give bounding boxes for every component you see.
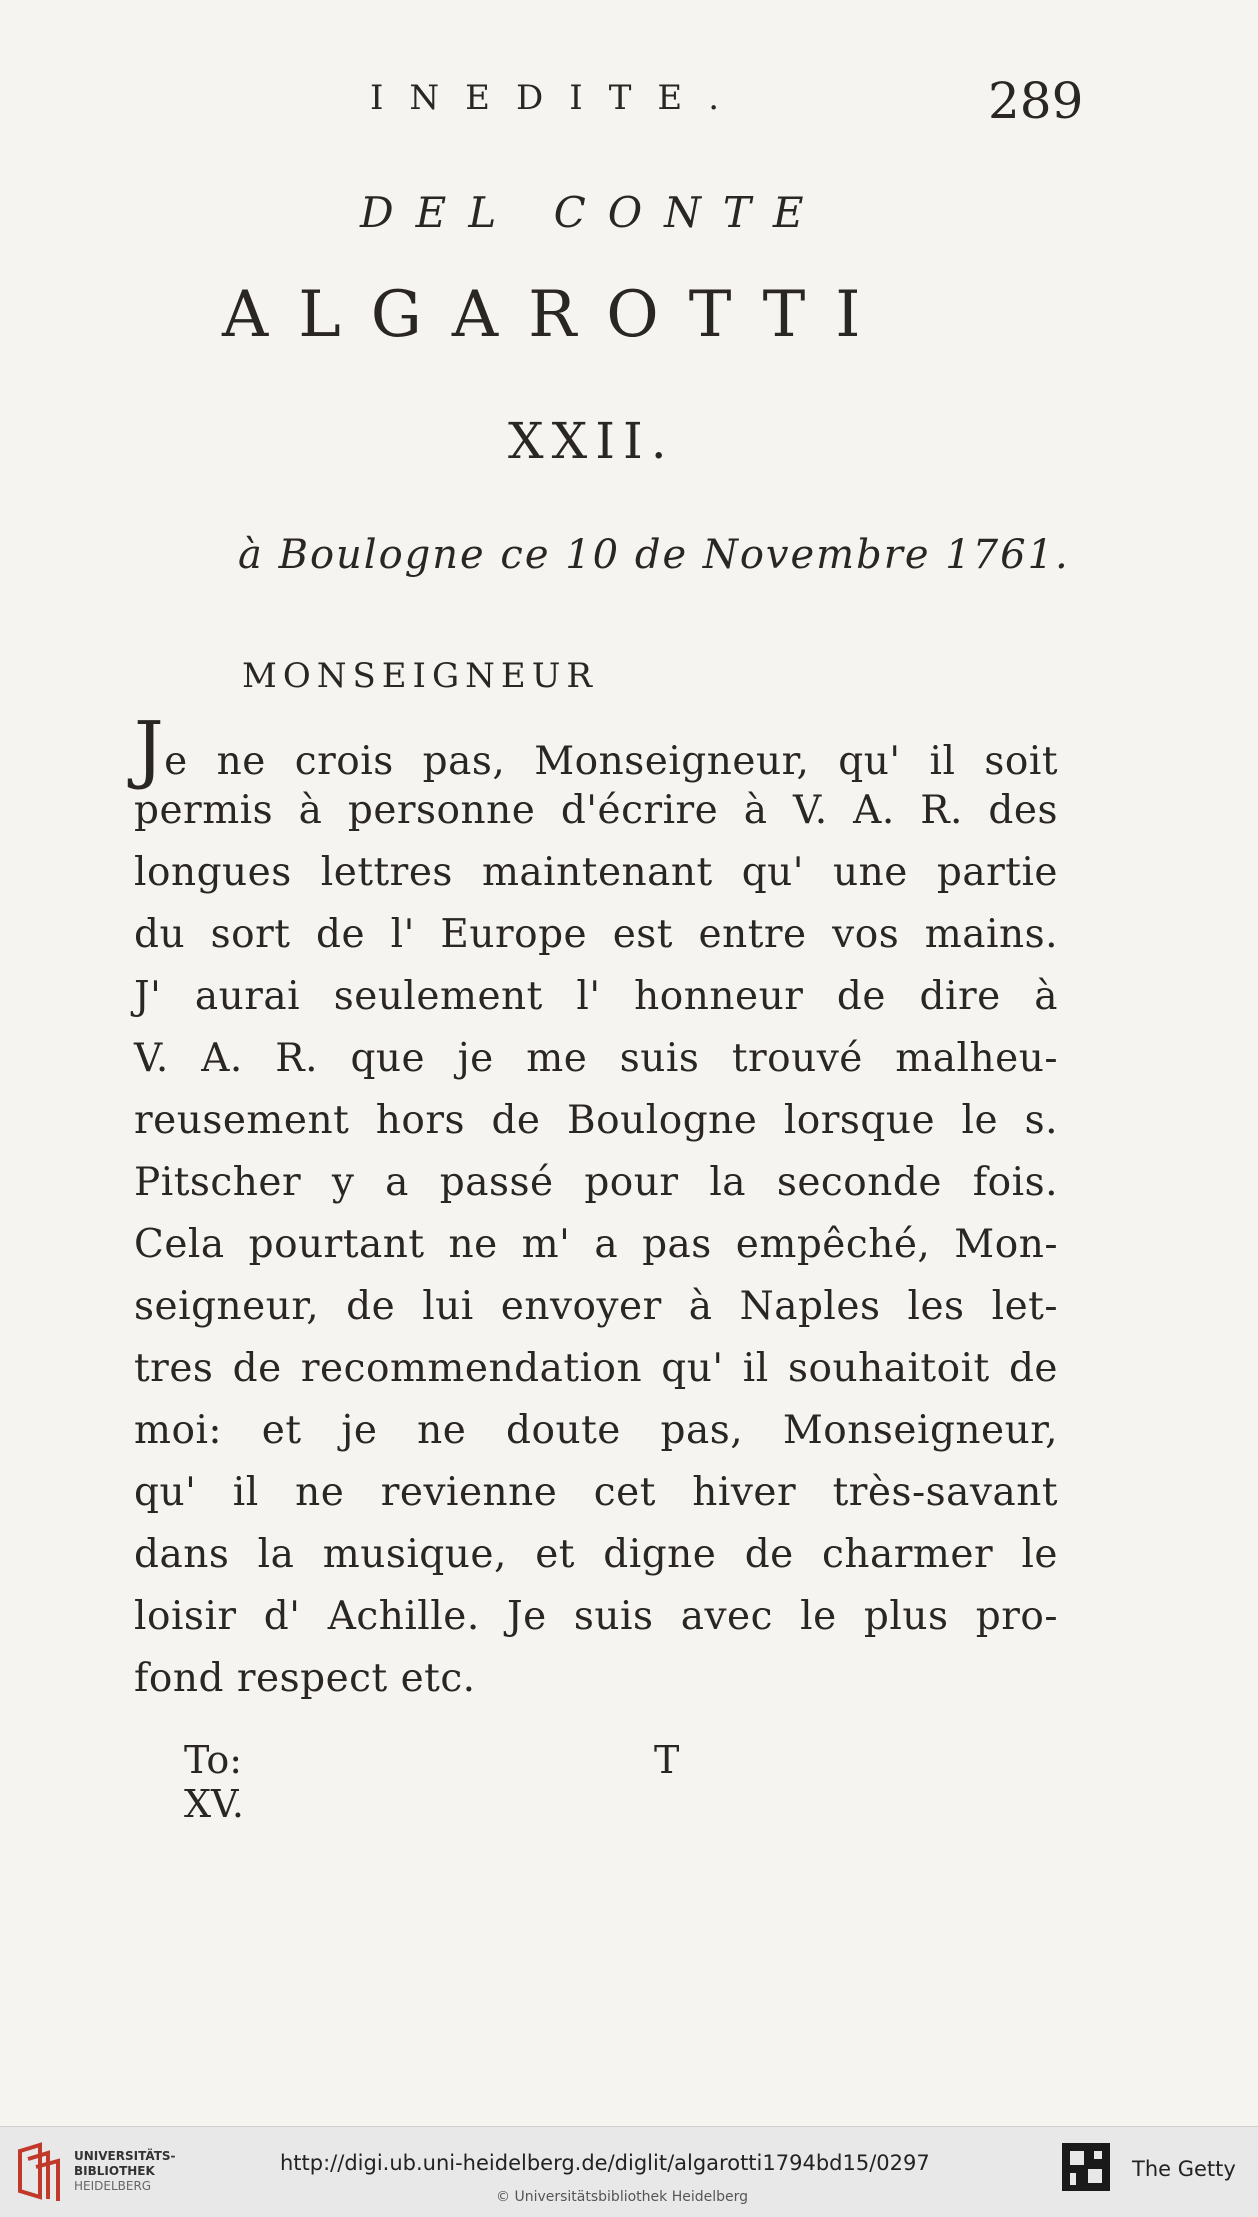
running-head: INEDITE.	[370, 78, 745, 118]
letter-body	[134, 706, 1058, 1710]
library-name: UNIVERSITÄTS- BIBLIOTHEK HEIDELBERG	[74, 2149, 176, 2193]
body-line: Cela pourtant ne m' a pas empêché, Mon-	[134, 1222, 1058, 1267]
body-line: V. A. R. que je me suis trouvé malheu-	[134, 1036, 1058, 1081]
body-line: permis à personne d'écrire à V. A. R. des	[134, 788, 1058, 833]
body-line: reusement hors de Boulogne lorsque le s.	[134, 1098, 1058, 1143]
dateline: à Boulogne ce 10 de Novembre 1761.	[238, 532, 1070, 578]
body-line: moi: et je ne doute pas, Monseigneur,	[134, 1408, 1058, 1453]
body-line: Je ne crois pas, Monseigneur, qu' il soit	[134, 706, 1058, 792]
dropcap: J	[134, 706, 165, 792]
body-line: J' aurai seulement l' honneur de dire à	[134, 974, 1058, 1019]
signature-volume: To: XV.	[184, 1738, 244, 1826]
library-logo-icon[interactable]	[14, 2141, 68, 2203]
signature-mark: T	[654, 1738, 680, 1782]
body-line: dans la musique, et digne de charmer le	[134, 1532, 1058, 1577]
body-line: seigneur, de lui envoyer à Naples les let-	[134, 1284, 1058, 1329]
body-line: fond respect etc.	[134, 1656, 476, 1701]
page-number: 289	[988, 72, 1084, 130]
body-line: du sort de l' Europe est entre vos mains.	[134, 912, 1058, 957]
body-line: qu' il ne revienne cet hiver très-savant	[134, 1470, 1058, 1515]
getty-name: The Getty	[1132, 2157, 1236, 2181]
footer-bar	[0, 2126, 1258, 2217]
letter-number: XXII.	[508, 412, 675, 470]
body-line: Pitscher y a passé pour la seconde fois.	[134, 1160, 1058, 1205]
body-line: loisir d' Achille. Je suis avec le plus pro-	[134, 1594, 1058, 1639]
permalink-url[interactable]: http://digi.ub.uni-heidelberg.de/diglit/algarotti1794bd15/0297	[280, 2151, 930, 2175]
getty-logo-icon[interactable]	[1060, 2141, 1112, 2201]
copyright-notice: © Universitätsbibliothek Heidelberg	[496, 2189, 749, 2205]
body-line: tres de recommendation qu' il souhaitoit de	[134, 1346, 1058, 1391]
heading-author: ALGAROTTI	[222, 278, 891, 352]
body-line: longues lettres maintenant qu' une partie	[134, 850, 1058, 895]
heading-del-conte: DEL CONTE	[360, 188, 826, 237]
salutation: MONSEIGNEUR	[242, 656, 598, 696]
